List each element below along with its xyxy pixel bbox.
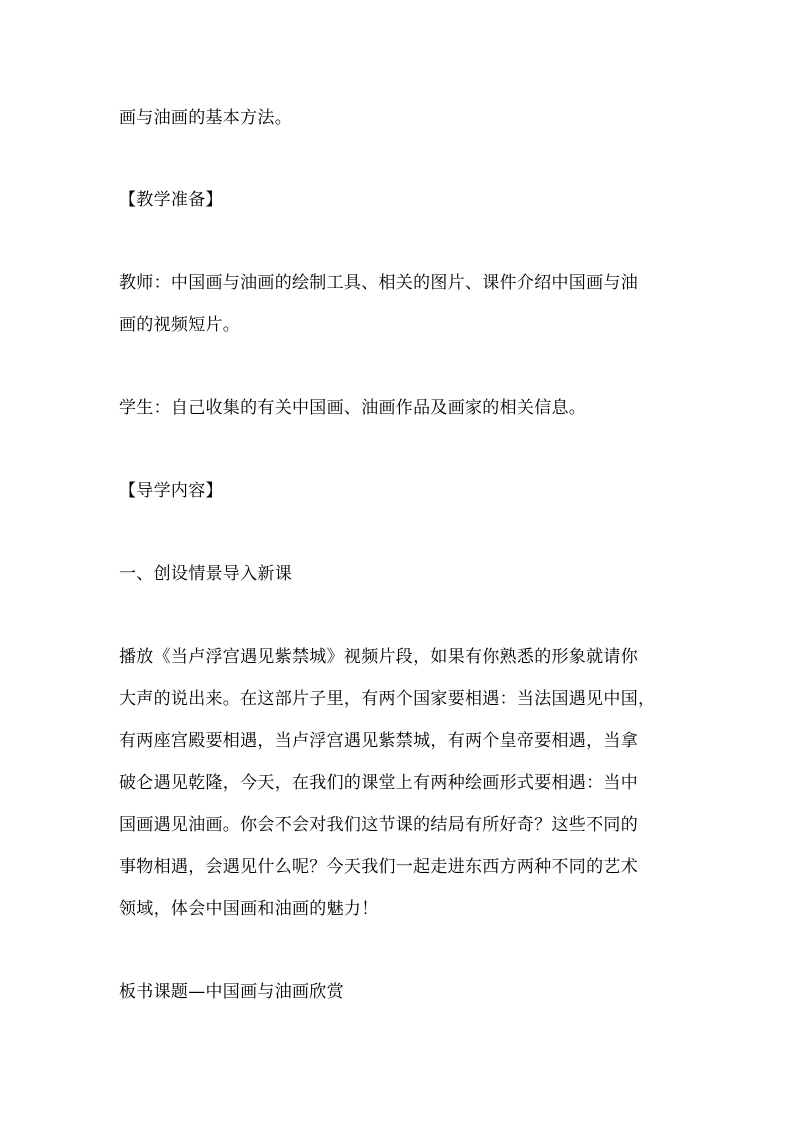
text-line: 教师：中国画与油画的绘制工具、相关的图片、课件介绍中国画与油 xyxy=(119,273,638,293)
board-title: 板书课题—中国画与油画欣赏 xyxy=(119,982,344,1002)
text-line: 学生：自己收集的有关中国画、油画作品及画家的相关信息。 xyxy=(119,398,587,418)
paragraph-line: 国画遇见油画。你会不会对我们这节课的结局有所好奇？这些不同的 xyxy=(119,815,638,835)
section-heading: 【导学内容】 xyxy=(119,481,223,501)
text-line: 画与油画的基本方法。 xyxy=(119,108,292,128)
paragraph-line: 领域，体会中国画和油画的魅力！ xyxy=(119,899,379,919)
paragraph-line: 有两座宫殿要相遇，当卢浮宫遇见紫禁城，有两个皇帝要相遇，当拿 xyxy=(119,731,638,751)
paragraph-line: 大声的说出来。在这部片子里，有两个国家要相遇：当法国遇见中国， xyxy=(119,689,656,709)
paragraph-line: 破仑遇见乾隆，今天，在我们的课堂上有两种绘画形式要相遇：当中 xyxy=(119,773,638,793)
paragraph-line: 事物相遇，会遇见什么呢？今天我们一起走进东西方两种不同的艺术 xyxy=(119,857,638,877)
text-line: 画的视频短片。 xyxy=(119,315,241,335)
subsection-heading: 一、创设情景导入新课 xyxy=(119,564,292,584)
paragraph-line: 播放《当卢浮宫遇见紫禁城》视频片段，如果有你熟悉的形象就请你 xyxy=(119,647,638,667)
section-heading: 【教学准备】 xyxy=(119,190,223,210)
